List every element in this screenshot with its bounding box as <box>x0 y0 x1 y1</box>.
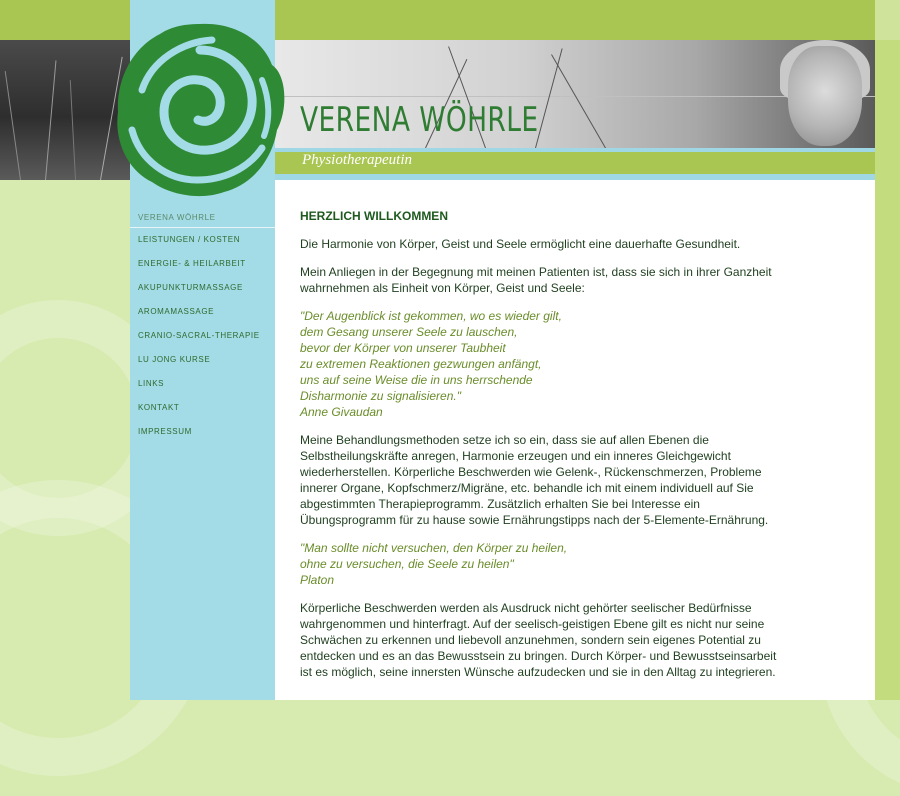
nav-item-kontakt[interactable]: KONTAKT <box>138 403 180 412</box>
nav-item-akupunkturmassage[interactable]: AKUPUNKTURMASSAGE <box>138 283 243 292</box>
nav-item-cranio-sacral-therapie[interactable]: CRANIO-SACRAL-THERAPIE <box>138 331 260 340</box>
right-border-column <box>875 40 900 700</box>
quote-line: "Der Augenblick ist gekommen, wo es wieder gilt, <box>300 309 562 323</box>
header-photo-left <box>0 40 130 180</box>
page-heading: HERZLICH WILLKOMMEN <box>300 209 448 223</box>
quote-line: Disharmonie zu signalisieren." <box>300 389 461 403</box>
main-content <box>275 180 875 700</box>
quote-line: dem Gesang unserer Seele zu lauschen, <box>300 325 518 339</box>
concern-paragraph: Mein Anliegen in der Begegnung mit meinen Patienten ist, dass sie sich in ihrer Ganzheit wahrnehmen als Einheit von Körper, Geist und Seele: <box>300 265 772 295</box>
complaints-paragraph: Körperliche Beschwerden werden als Ausdruck nicht gehörter seelischer Bedürfnisse wahrgenommen und hinterfragt. Auf der seelisch-geistigen Ebene gilt es nicht nur seine Schwächen zu erkennen und liebevoll anzunehmen, sondern sein eigenes Potential zu entdecken und es an das Bewusstsein zu bringen. Durch Körper- und Bewusstseinsarbeit ist es möglich, seine innersten Wünsche aufzudecken und sie in den Alltag zu integrieren. <box>300 601 777 679</box>
nav-item-lu-jong-kurse[interactable]: LU JONG KURSE <box>138 355 211 364</box>
nav-item-aromamassage[interactable]: AROMAMASSAGE <box>138 307 215 316</box>
quote-line: bevor der Körper von unserer Taubheit <box>300 341 506 355</box>
intro-paragraph: Die Harmonie von Körper, Geist und Seele ermöglicht eine dauerhafte Gesundheit. <box>300 237 741 251</box>
site-title: VERENA WÖHRLE <box>300 100 539 140</box>
nav-item-impressum[interactable]: IMPRESSUM <box>138 427 192 436</box>
methods-paragraph: Meine Behandlungsmethoden setze ich so ein, dass sie auf allen Ebenen die Selbstheilungskräfte anregen, Harmonie erzeugen und ein inneres Gleichgewicht wiederherstellen. Körperliche Beschwerden wie Gelenk-, Rückenschmerzen, Probleme innerer Organe, Kopfschmerz/Migräne, etc. behandle ich mit einem individuell auf Sie abgestimmten Therapieprogramm. Zusätzlich erhalten Sie bei Interesse ein Übungsprogramm für zu hause sowie Ernährungstipps nach der 5-Elemente-Ernährung. <box>300 433 769 527</box>
nav-item-links[interactable]: LINKS <box>138 379 165 388</box>
quote-line: ohne zu versuchen, die Seele zu heilen" <box>300 557 514 571</box>
nav-item-energie-heilarbeit[interactable]: ENERGIE- & HEILARBEIT <box>138 259 246 268</box>
quote-author: Platon <box>300 573 335 587</box>
portrait-photo <box>788 46 862 146</box>
nav-item-leistungen-kosten[interactable]: LEISTUNGEN / KOSTEN <box>138 235 241 244</box>
nav-item-verena-woehrle[interactable]: VERENA WÖHRLE <box>130 205 275 228</box>
quote-platon <box>300 540 780 588</box>
quote-line: zu extremen Reaktionen gezwungen anfängt, <box>300 357 542 371</box>
main-nav <box>130 205 275 444</box>
quote-line: uns auf seine Weise die in uns herrschende <box>300 373 533 387</box>
site-subtitle: Physiotherapeutin <box>302 152 412 168</box>
top-band-corner <box>875 0 900 40</box>
quote-author: Anne Givaudan <box>300 405 383 419</box>
quote-line: "Man sollte nicht versuchen, den Körper zu heilen, <box>300 541 568 555</box>
quote-givaudan <box>300 308 780 420</box>
rose-logo-icon[interactable] <box>112 20 287 198</box>
